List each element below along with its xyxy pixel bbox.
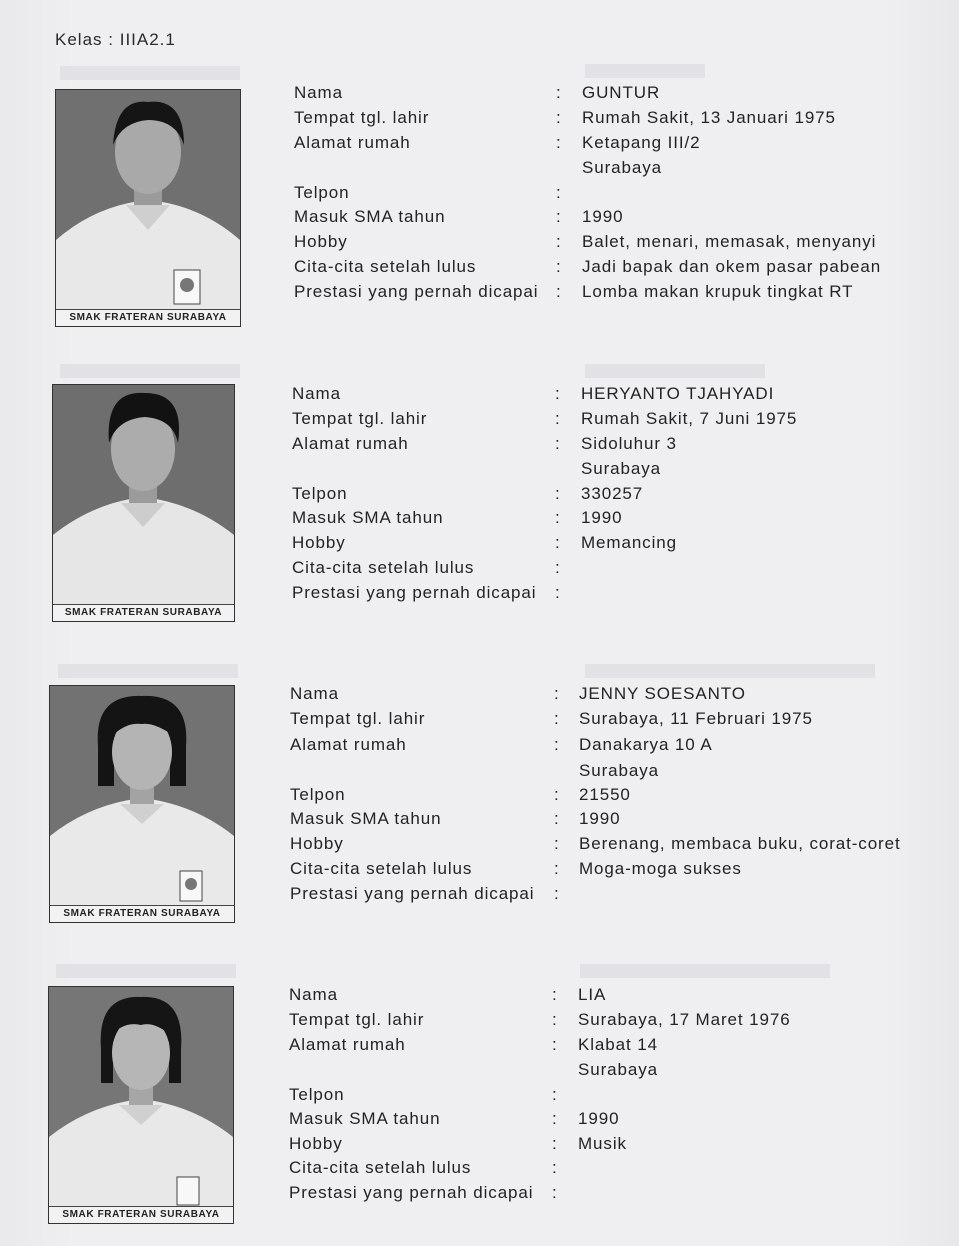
bleed-through-mark xyxy=(58,664,238,678)
label: Cita-cita setelah lulus xyxy=(292,558,475,577)
portrait-male-icon xyxy=(53,385,234,621)
colon: : xyxy=(556,83,562,102)
colon: : xyxy=(554,709,560,728)
label: Nama xyxy=(292,384,341,403)
bleed-through-mark xyxy=(580,964,830,978)
photo-caption: SMAK FRATERAN SURABAYA xyxy=(53,604,234,621)
colon: : xyxy=(554,785,560,804)
value-alamat-line2: Surabaya xyxy=(579,761,659,780)
value-tempat-tgl-lahir: Surabaya, 17 Maret 1976 xyxy=(578,1010,791,1029)
colon: : xyxy=(555,533,561,552)
colon: : xyxy=(555,409,561,428)
value-telpon: 21550 xyxy=(579,785,631,804)
portrait-female-icon xyxy=(49,987,233,1223)
class-value: IIIA2.1 xyxy=(119,30,176,49)
value-nama: HERYANTO TJAHYADI xyxy=(581,384,775,403)
colon: : xyxy=(556,183,562,202)
value-nama: JENNY SOESANTO xyxy=(579,684,746,703)
label: Masuk SMA tahun xyxy=(289,1109,441,1128)
colon: : xyxy=(554,859,560,878)
label: Hobby xyxy=(294,232,348,251)
colon: : xyxy=(556,108,562,127)
colon: : xyxy=(556,257,562,276)
value-alamat-line1: Ketapang III/2 xyxy=(582,133,701,152)
value-alamat-line2: Surabaya xyxy=(582,158,662,177)
value-telpon: 330257 xyxy=(581,484,644,503)
value-cita-cita: Jadi bapak dan okem pasar pabean xyxy=(582,257,882,276)
value-masuk-sma: 1990 xyxy=(579,809,621,828)
colon: : xyxy=(554,735,560,754)
label: Hobby xyxy=(292,533,346,552)
colon: : xyxy=(555,384,561,403)
student-photo xyxy=(49,685,235,923)
value-alamat-line1: Danakarya 10 A xyxy=(579,735,713,754)
label: Masuk SMA tahun xyxy=(294,207,446,226)
class-label: Kelas : xyxy=(55,30,114,49)
label: Masuk SMA tahun xyxy=(290,809,442,828)
value-cita-cita: Moga-moga sukses xyxy=(579,859,742,878)
label: Cita-cita setelah lulus xyxy=(290,859,473,878)
value-masuk-sma: 1990 xyxy=(578,1109,620,1128)
label: Alamat rumah xyxy=(290,735,407,754)
colon: : xyxy=(554,809,560,828)
colon: : xyxy=(554,884,560,903)
value-hobby: Berenang, membaca buku, corat-coret xyxy=(579,834,901,853)
label: Prestasi yang pernah dicapai xyxy=(290,884,535,903)
label: Prestasi yang pernah dicapai xyxy=(292,583,537,602)
label: Cita-cita setelah lulus xyxy=(294,257,477,276)
label: Tempat tgl. lahir xyxy=(294,108,430,127)
bleed-through-mark xyxy=(585,664,875,678)
label: Prestasi yang pernah dicapai xyxy=(289,1183,534,1202)
label: Hobby xyxy=(290,834,344,853)
colon: : xyxy=(555,558,561,577)
colon: : xyxy=(552,1134,558,1153)
colon: : xyxy=(552,1010,558,1029)
label: Cita-cita setelah lulus xyxy=(289,1158,472,1177)
label: Telpon xyxy=(292,484,348,503)
label: Nama xyxy=(294,83,343,102)
value-prestasi: Lomba makan krupuk tingkat RT xyxy=(582,282,854,301)
label: Alamat rumah xyxy=(294,133,411,152)
photo-caption: SMAK FRATERAN SURABAYA xyxy=(49,1206,233,1223)
colon: : xyxy=(555,484,561,503)
colon: : xyxy=(552,1085,558,1104)
label: Masuk SMA tahun xyxy=(292,508,444,527)
value-hobby: Balet, menari, memasak, menyanyi xyxy=(582,232,877,251)
colon: : xyxy=(554,834,560,853)
label: Nama xyxy=(290,684,339,703)
colon: : xyxy=(555,508,561,527)
bleed-through-mark xyxy=(585,364,765,378)
label: Tempat tgl. lahir xyxy=(289,1010,425,1029)
value-alamat-line2: Surabaya xyxy=(578,1060,658,1079)
photo-caption: SMAK FRATERAN SURABAYA xyxy=(50,905,234,922)
label: Prestasi yang pernah dicapai xyxy=(294,282,539,301)
colon: : xyxy=(552,1183,558,1202)
label: Tempat tgl. lahir xyxy=(290,709,426,728)
colon: : xyxy=(556,282,562,301)
value-alamat-line1: Klabat 14 xyxy=(578,1035,658,1054)
colon: : xyxy=(556,207,562,226)
label: Alamat rumah xyxy=(292,434,409,453)
student-photo xyxy=(52,384,235,622)
bleed-through-mark xyxy=(56,964,236,978)
value-nama: LIA xyxy=(578,985,607,1004)
value-hobby: Memancing xyxy=(581,533,677,552)
label: Hobby xyxy=(289,1134,343,1153)
value-masuk-sma: 1990 xyxy=(582,207,624,226)
colon: : xyxy=(552,985,558,1004)
value-hobby: Musik xyxy=(578,1134,627,1153)
colon: : xyxy=(556,232,562,251)
colon: : xyxy=(555,583,561,602)
label: Telpon xyxy=(294,183,350,202)
portrait-female-icon xyxy=(50,686,234,922)
label: Alamat rumah xyxy=(289,1035,406,1054)
value-alamat-line1: Sidoluhur 3 xyxy=(581,434,677,453)
colon: : xyxy=(552,1109,558,1128)
value-alamat-line2: Surabaya xyxy=(581,459,661,478)
value-tempat-tgl-lahir: Surabaya, 11 Februari 1975 xyxy=(579,709,813,728)
value-nama: GUNTUR xyxy=(582,83,661,102)
colon: : xyxy=(552,1158,558,1177)
label: Tempat tgl. lahir xyxy=(292,409,428,428)
student-photo xyxy=(48,986,234,1224)
bleed-through-mark xyxy=(60,364,240,378)
value-masuk-sma: 1990 xyxy=(581,508,623,527)
value-tempat-tgl-lahir: Rumah Sakit, 7 Juni 1975 xyxy=(581,409,798,428)
label: Telpon xyxy=(290,785,346,804)
photo-caption: SMAK FRATERAN SURABAYA xyxy=(56,309,240,326)
colon: : xyxy=(552,1035,558,1054)
value-tempat-tgl-lahir: Rumah Sakit, 13 Januari 1975 xyxy=(582,108,836,127)
colon: : xyxy=(554,684,560,703)
label: Nama xyxy=(289,985,338,1004)
colon: : xyxy=(556,133,562,152)
label: Telpon xyxy=(289,1085,345,1104)
colon: : xyxy=(555,434,561,453)
